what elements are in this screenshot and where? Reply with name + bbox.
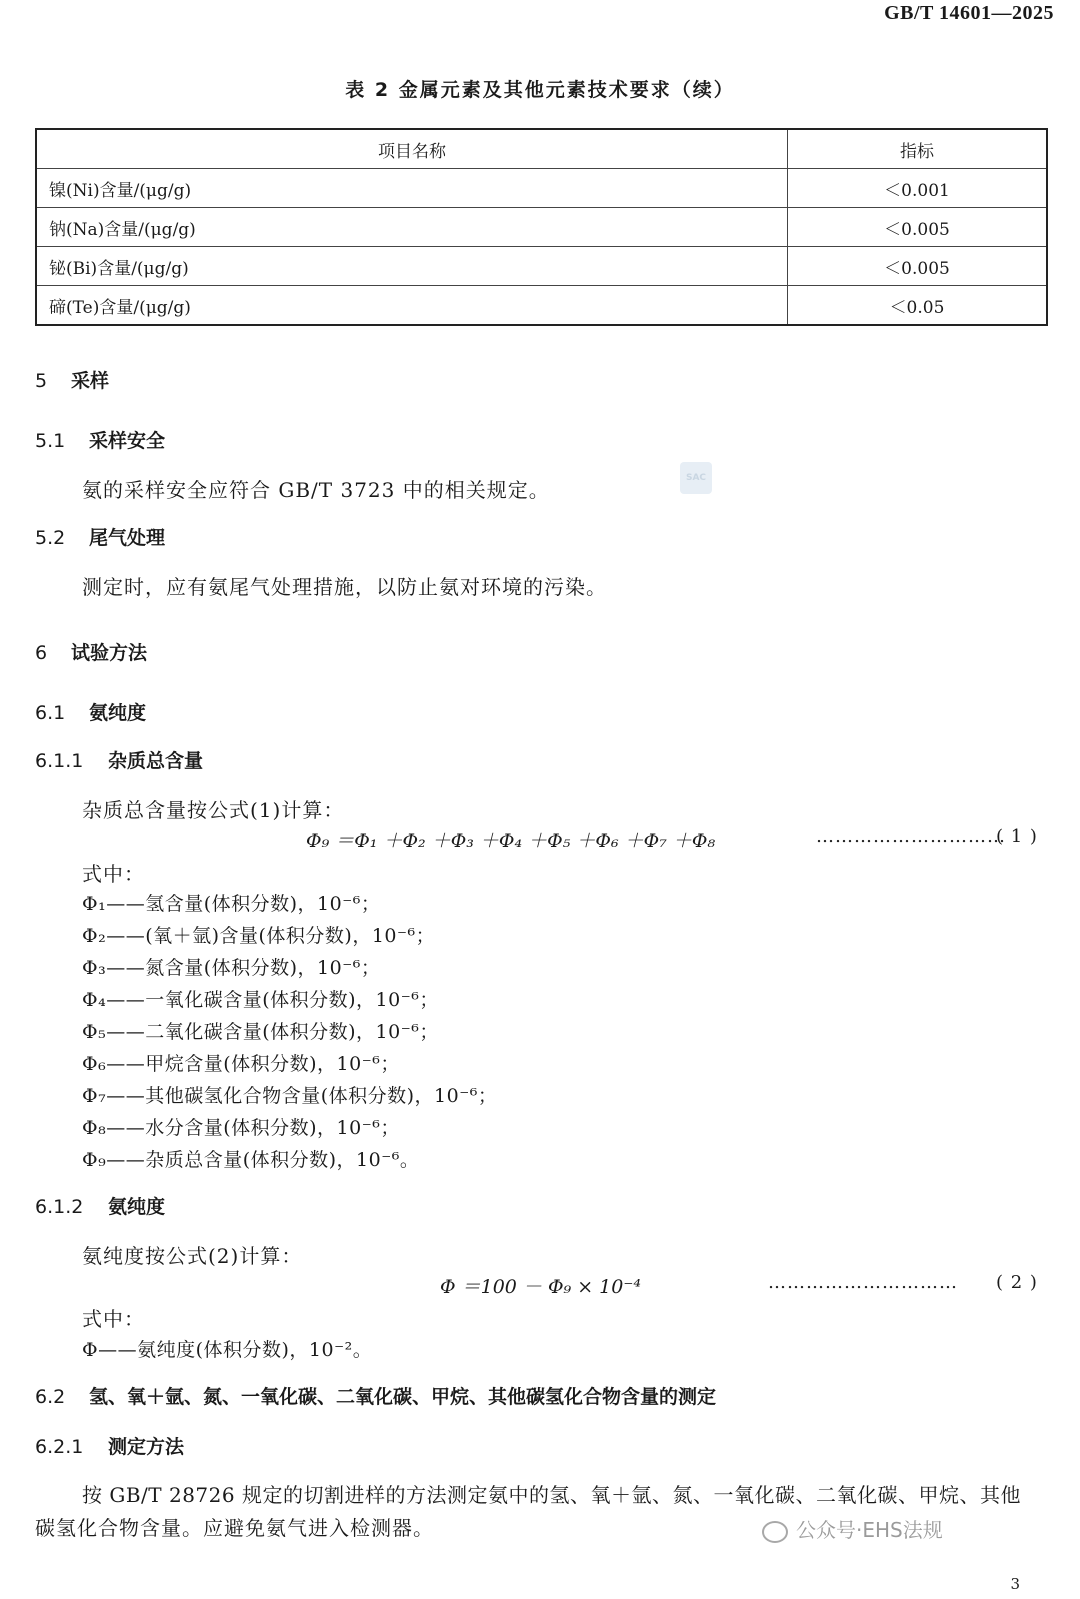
section-6-1-2-heading (35, 1192, 165, 1219)
section-number: 6.2.1 (35, 1436, 84, 1458)
wechat-watermark-text: 公众号·EHS法规 (796, 1518, 943, 1542)
table-cell-value: ＜0.005 (788, 208, 1048, 247)
where-label: 式中： (82, 1307, 145, 1331)
section-number: 5.2 (35, 527, 66, 549)
formula-1-intro: 杂质总含量按公式(1)计算： (82, 798, 345, 822)
symbol-definition: Φ₄——一氧化碳含量(体积分数)，10⁻⁶； (82, 989, 439, 1011)
symbol-definition: Φ₅——二氧化碳含量(体积分数)，10⁻⁶； (82, 1021, 439, 1043)
formula-1-number: ( 1 ) (996, 826, 1038, 847)
symbol-definition: Φ₈——水分含量(体积分数)，10⁻⁶； (82, 1117, 400, 1139)
section-title: 测定方法 (108, 1436, 185, 1458)
paragraph-6-2-1-line2: 碳氢化合物含量。应避免氨气进入检测器。 (35, 1516, 434, 1540)
symbol-definition: Φ₉——杂质总含量(体积分数)，10⁻⁶。 (82, 1149, 420, 1171)
page-number: 3 (1010, 1575, 1020, 1593)
table-header-row (36, 129, 1047, 169)
table-cell-value: ＜0.001 (788, 169, 1048, 208)
wechat-icon (762, 1521, 788, 1543)
section-title: 氨纯度 (89, 702, 147, 724)
section-title: 试验方法 (71, 642, 148, 664)
symbol-definition: Φ₇——其他碳氢化合物含量(体积分数)，10⁻⁶； (82, 1085, 498, 1107)
paragraph-6-2-1-line1: 按 GB/T 28726 规定的切割进样的方法测定氨中的氢、氧＋氩、氮、一氧化碳、二氧化碳、甲烷、其他 (82, 1483, 1021, 1507)
section-6-2-1-heading (35, 1432, 184, 1459)
table-cell-value: ＜0.05 (788, 286, 1048, 326)
section-title: 氢、氧＋氩、氮、一氧化碳、二氧化碳、甲烷、其他碳氢化合物含量的测定 (89, 1386, 717, 1408)
section-title: 氨纯度 (108, 1196, 166, 1218)
symbol-definition: Φ₃——氮含量(体积分数)，10⁻⁶； (82, 957, 381, 979)
section-number: 5 (35, 370, 48, 392)
table-cell-name: 镍(Ni)含量/(μg/g) (36, 169, 788, 208)
section-6-1-1-heading (35, 746, 203, 773)
formula-2-number: ( 2 ) (996, 1272, 1038, 1293)
section-6-heading (35, 638, 147, 665)
section-5-1-heading (35, 426, 165, 453)
sac-logo-watermark: SAC (680, 462, 712, 494)
table-cell-name: 钠(Na)含量/(μg/g) (36, 208, 788, 247)
section-number: 6.1.1 (35, 750, 84, 772)
section-number: 6.1 (35, 702, 66, 724)
paragraph-5-2: 测定时，应有氨尾气处理措施，以防止氨对环境的污染。 (82, 575, 607, 599)
symbol-definition: Φ——氨纯度(体积分数)，10⁻²。 (82, 1339, 373, 1361)
formula-1-leader: ………………………… (816, 826, 1006, 847)
where-label: 式中： (82, 862, 145, 886)
col-header-value: 指标 (788, 129, 1048, 169)
section-number: 6.2 (35, 1386, 66, 1408)
section-title: 采样 (71, 370, 110, 392)
symbol-definition: Φ₁——氢含量(体积分数)，10⁻⁶； (82, 893, 381, 915)
section-number: 5.1 (35, 430, 66, 452)
table-row (36, 208, 1047, 247)
table-row (36, 286, 1047, 326)
table-row (36, 169, 1047, 208)
table-cell-name: 铋(Bi)含量/(μg/g) (36, 247, 788, 286)
section-6-1-heading (35, 698, 146, 725)
paragraph-5-1: 氨的采样安全应符合 GB/T 3723 中的相关规定。 (82, 478, 550, 502)
section-5-2-heading (35, 523, 165, 550)
symbol-definition: Φ₂——(氧＋氩)含量(体积分数)，10⁻⁶； (82, 925, 436, 947)
formula-2: Φ ＝100 － Φ₉ × 10⁻⁴ (440, 1276, 641, 1298)
formula-2-leader: ………………………… (768, 1272, 958, 1293)
formula-2-intro: 氨纯度按公式(2)计算： (82, 1244, 303, 1268)
col-header-name: 项目名称 (36, 129, 788, 169)
section-title: 杂质总含量 (108, 750, 204, 772)
wechat-watermark (762, 1514, 943, 1543)
standard-number: GB/T 14601—2025 (884, 2, 1054, 24)
table-caption: 表 2 金属元素及其他元素技术要求（续） (345, 79, 735, 101)
section-number: 6 (35, 642, 48, 664)
section-5-heading (35, 366, 109, 393)
table-cell-value: ＜0.005 (788, 247, 1048, 286)
requirements-table (35, 128, 1048, 326)
section-title: 尾气处理 (89, 527, 166, 549)
section-title: 采样安全 (89, 430, 166, 452)
symbol-definition: Φ₆——甲烷含量(体积分数)，10⁻⁶； (82, 1053, 400, 1075)
table-cell-name: 碲(Te)含量/(μg/g) (36, 286, 788, 326)
section-6-2-heading (35, 1382, 716, 1409)
formula-1: Φ₉ ＝Φ₁ ＋Φ₂ ＋Φ₃ ＋Φ₄ ＋Φ₅ ＋Φ₆ ＋Φ₇ ＋Φ₈ (306, 830, 716, 852)
section-number: 6.1.2 (35, 1196, 84, 1218)
table-row (36, 247, 1047, 286)
